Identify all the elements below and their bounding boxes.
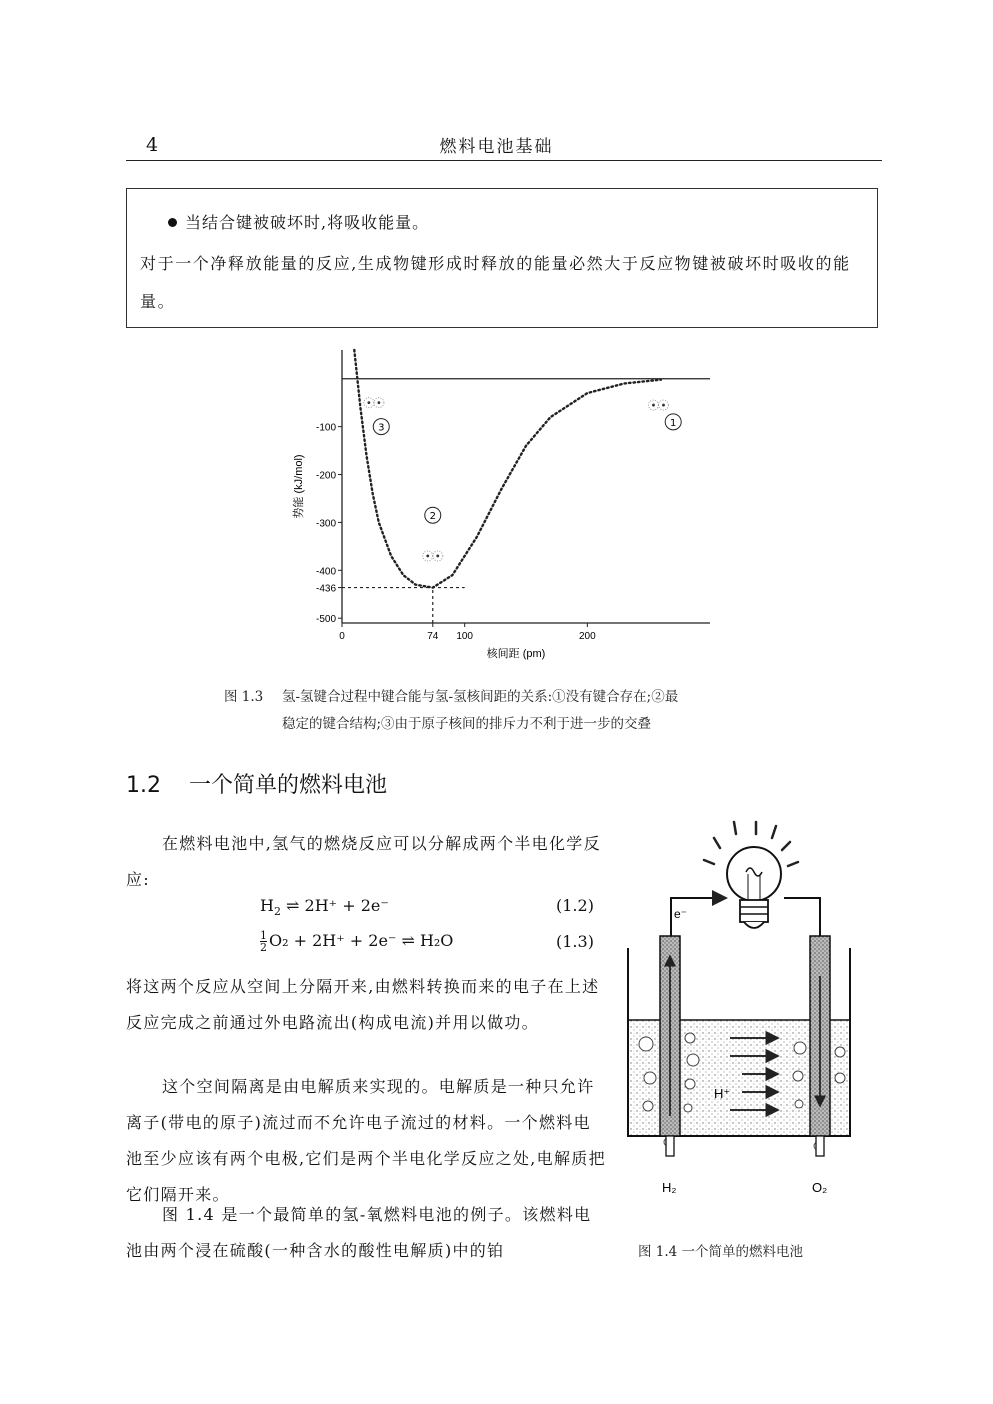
light-bulb-icon	[727, 847, 781, 928]
eq2-fraction	[260, 930, 267, 953]
nucleus-dot	[662, 404, 665, 407]
annotation-label: 1	[670, 417, 677, 429]
page-number: 4	[146, 134, 159, 156]
potential-curve	[354, 350, 661, 588]
body-paragraph-1: 在燃料电池中,氢气的燃烧反应可以分解成两个半电化学反应:	[126, 834, 601, 889]
note-bullet	[168, 210, 429, 233]
x-tick-label: 200	[578, 631, 596, 642]
body-paragraph-3: 这个空间隔离是由电解质来实现的。电解质是一种只允许离子(带电的原子)流过而不允许电子流过的材料。一个燃料电池至少应该有两个电极,它们是两个半电化学反应之处,电解质把它们隔开来。	[126, 1077, 606, 1204]
eq1-arrow: ⇌	[280, 896, 305, 915]
header-rule	[126, 160, 882, 161]
nucleus-dot	[436, 555, 439, 558]
figure-1-3-caption-line1: 氢-氢键合过程中键合能与氢-氢核间距的关系:①没有键合存在;②最	[282, 689, 679, 705]
x-axis-label: 核间距 (pm)	[486, 648, 546, 660]
figure-1-3-caption	[224, 684, 792, 738]
body-paragraph-2: 将这两个反应从空间上分隔开来,由燃料转换而来的电子在上述反应完成之前通过外电路流出(构成电流)并用以做功。	[126, 977, 600, 1032]
hydrogen-ion-label: H⁺	[714, 1086, 731, 1101]
figure-1-4-caption: 图 1.4 一个简单的燃料电池	[638, 1244, 804, 1260]
note-paragraph: 对于一个净释放能量的反应,生成物键形成时释放的能量必然大于反应物键被破坏时吸收的能量。	[140, 254, 851, 311]
eq1-lhs: H	[260, 896, 274, 915]
running-title: 燃料电池基础	[439, 137, 554, 157]
equation-1-3-number: (1.3)	[556, 932, 594, 951]
y-tick-label: -200	[315, 470, 336, 482]
y-tick-label: -100	[315, 422, 336, 434]
fuel-cell-diagram	[618, 816, 868, 1226]
o2-inlet-label: O₂	[812, 1180, 828, 1195]
section-heading	[126, 768, 387, 799]
equation-1-3	[260, 930, 453, 953]
y-tick-label: -300	[315, 518, 336, 530]
body-paragraph-4: 图 1.4 是一个最简单的氢-氧燃料电池的例子。该燃料电池由两个浸在硫酸(一种含水的酸性电解质)中的铂	[126, 1205, 592, 1260]
annotation-label: 3	[378, 422, 385, 434]
section-title: 一个简单的燃料电池	[189, 773, 388, 798]
eq2-frac-denominator: 2	[260, 941, 267, 954]
y-tick-label: -436	[315, 583, 336, 595]
y-axis-label: 势能 (kJ/mol)	[293, 454, 305, 519]
h2-inlet-label: H₂	[662, 1180, 677, 1195]
equation-1-2	[260, 896, 389, 918]
annotation-label: 2	[429, 511, 436, 523]
x-tick-label: 74	[427, 631, 439, 642]
nucleus-dot	[367, 401, 370, 404]
bullet-dot-icon	[168, 218, 177, 227]
section-number: 1.2	[126, 773, 161, 798]
potential-energy-chart	[280, 345, 720, 675]
figure-1-3-label: 图 1.3	[224, 689, 264, 705]
eq1-rhs: 2H⁺ + 2e⁻	[304, 896, 389, 915]
figure-1-3-caption-line2: 稳定的键合结构;③由于原子核间的排斥力不利于进一步的交叠	[282, 716, 652, 732]
x-tick-label: 0	[339, 631, 345, 642]
nucleus-dot	[652, 404, 655, 407]
eq2-frac-numerator: 1	[260, 929, 267, 942]
note-bullet-text: 当结合键被破坏时,将吸收能量。	[185, 213, 430, 232]
eq1-lhs-subscript: 2	[273, 905, 281, 919]
nucleus-dot	[377, 401, 380, 404]
nucleus-dot	[426, 555, 429, 558]
equation-1-2-number: (1.2)	[556, 896, 594, 915]
x-tick-label: 100	[456, 631, 474, 642]
electron-label: e⁻	[674, 907, 688, 921]
y-tick-label: -400	[315, 566, 336, 578]
y-tick-label: -500	[315, 614, 336, 626]
eq2-text: O₂ + 2H⁺ + 2e⁻ ⇌ H₂O	[269, 931, 454, 950]
